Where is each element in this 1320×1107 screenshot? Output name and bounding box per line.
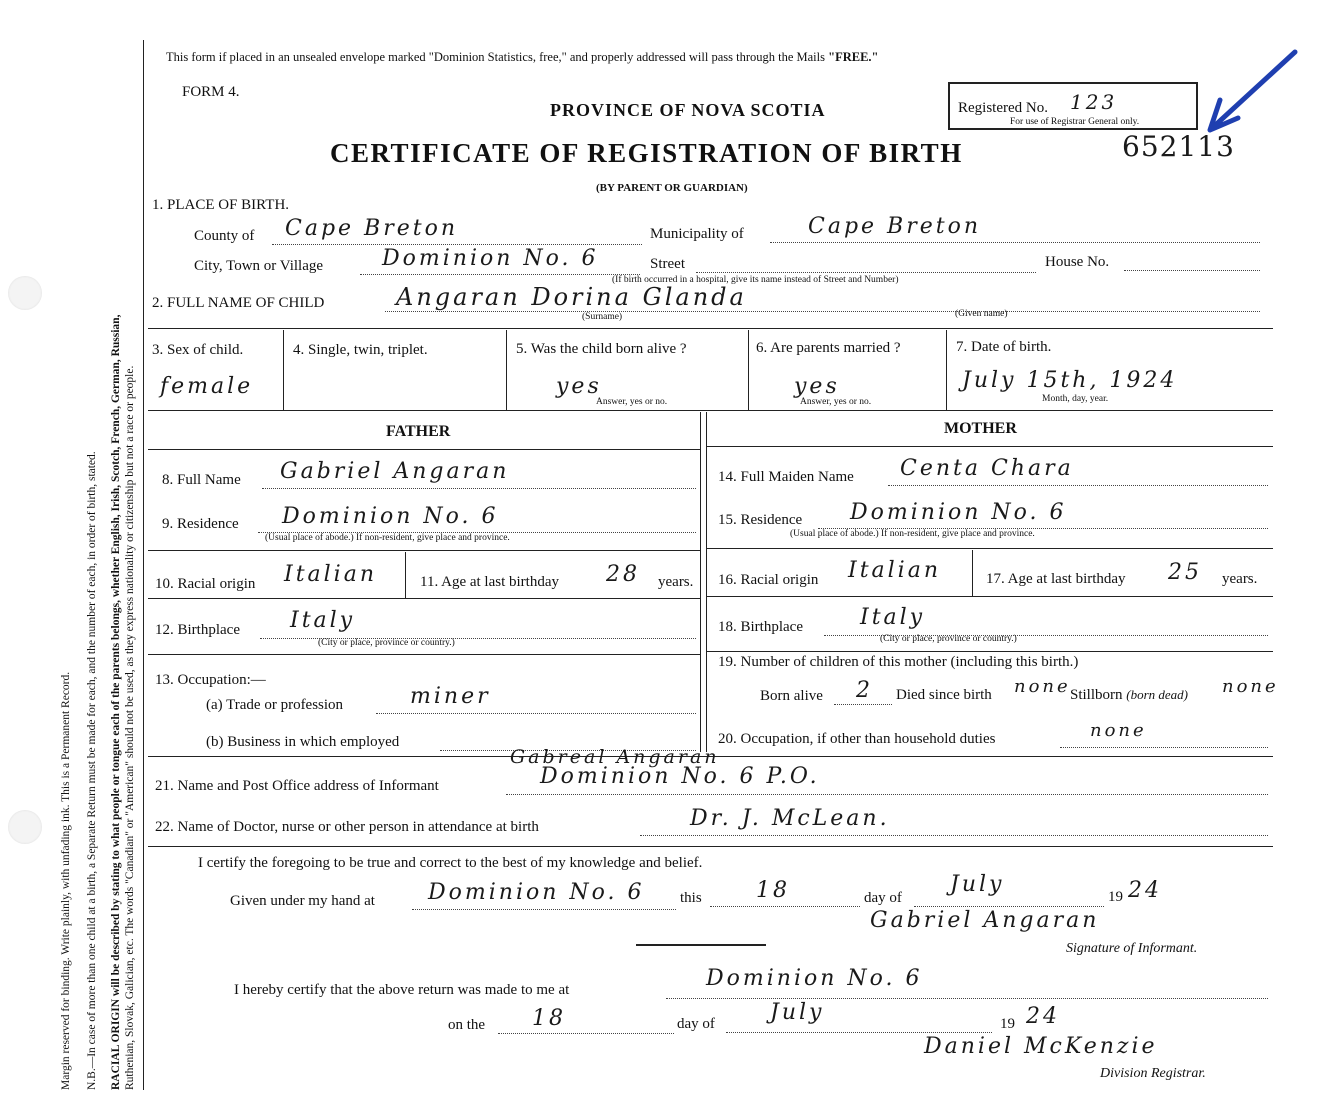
stamp-number: 652113 [1122,130,1235,163]
mother-birthplace-label: 18. Birthplace [718,619,803,635]
sex-value: female [160,374,254,399]
answer-note: Answer, yes or no. [800,397,872,407]
county-label: County of [194,228,255,244]
margin-note-multiple-births: N.B.—In case of more than one child at a birth, a Separate Return must be made for each, and the number of each, in order of birth, stated. [86,451,98,1090]
mother-name-value: Centa Chara [900,456,1074,481]
mother-age-label: 17. Age at last birthday [986,571,1126,587]
mother-residence-label: 15. Residence [718,512,803,528]
margin-note-racial-origin-2: Ruthenian, Slovak, Galician, etc. The words "Canadian" or "American" should not be used, as they express nationality or citizenship but not a race or people. [124,365,136,1090]
page-title: CERTIFICATE OF REGISTRATION OF BIRTH [330,138,963,168]
province-heading: PROVINCE OF NOVA SCOTIA [550,100,826,120]
father-name-value: Gabriel Angaran [280,459,510,484]
municipality-value: Cape Breton [808,214,982,239]
city-label: City, Town or Village [194,258,324,274]
date-of-birth-value: July 15th, 1924 [962,368,1178,393]
birthplace-note: (City or place, province or country.) [880,634,1017,644]
child-name-label: 2. FULL NAME OF CHILD [152,295,325,311]
born-alive-value: yes [556,374,602,399]
parents-married-label: 6. Are parents married ? [756,340,901,356]
answer-note: Answer, yes or no. [596,397,668,407]
children-count-label: 19. Number of children of this mother (including this birth.) [718,654,1079,670]
father-birthplace-label: 12. Birthplace [155,622,240,638]
trade-value: miner [410,684,491,709]
margin-note-racial-origin: RACIAL ORIGIN will be described by stating to what people or tongue each of the parents belongs, whether English, Irish, Scotch, French, German, Russian, [110,314,122,1090]
year-prefix: 19 [1000,1016,1015,1032]
father-occupation-label: 13. Occupation:— [155,672,266,688]
county-value: Cape Breton [285,216,459,241]
mother-birthplace-value: Italy [860,605,926,630]
street-label: Street [650,256,685,272]
father-residence-label: 9. Residence [162,516,239,532]
died-since-birth-label: Died since birth [896,687,992,703]
punch-hole [8,810,42,844]
father-racial-label: 10. Racial origin [155,576,256,592]
years-label: years. [1222,571,1258,587]
year-prefix: 19 [1108,889,1123,905]
registered-value: 123 [1070,90,1118,114]
informant-signature: Gabriel Angaran [870,908,1100,933]
residence-note: (Usual place of abode.) If non-resident, give place and province. [790,529,1035,539]
born-alive-count-label: Born alive [760,688,823,704]
registrar-year-value: 24 [1026,1004,1060,1029]
given-under-hand-label: Given under my hand at [230,893,375,909]
certification-statement: I certify the foregoing to be true and correct to the best of my knowledge and belief. [198,855,703,871]
on-the-label: on the [448,1017,486,1033]
informant-label: 21. Name and Post Office address of Informant [155,778,439,794]
mother-age-value: 25 [1168,560,1202,585]
mother-occupation-label: 20. Occupation, if other than household duties [718,731,996,747]
this-label: this [680,890,702,906]
father-age-value: 28 [606,562,640,587]
page-subtitle: (BY PARENT OR GUARDIAN) [596,182,748,194]
died-since-birth-value: none [1014,676,1071,697]
mother-racial-label: 16. Racial origin [718,572,819,588]
given-day-value: 18 [756,878,790,903]
father-age-label: 11. Age at last birthday [420,574,559,590]
registrar-only-note: For use of Registrar General only. [1010,117,1140,127]
registrar-place-value: Dominion No. 6 [706,966,923,991]
punch-hole [8,276,42,310]
mother-name-label: 14. Full Maiden Name [718,469,854,485]
informant-signature-label: Signature of Informant. [1066,941,1198,956]
sex-label: 3. Sex of child. [152,342,244,358]
mother-heading: MOTHER [944,420,1017,437]
registrar-signature-label: Division Registrar. [1100,1066,1206,1081]
margin-note-binding: Margin reserved for binding. Write plainly, with unfading ink. This is a Permanent Record. [60,671,72,1090]
given-month-value: July [950,872,1005,897]
place-of-birth-label: 1. PLACE OF BIRTH. [152,197,290,213]
house-number-label: House No. [1045,254,1110,270]
registered-label: Registered No. [958,100,1048,116]
business-label: (b) Business in which employed [206,734,400,750]
doctor-label: 22. Name of Doctor, nurse or other person in attendance at birth [155,819,539,835]
residence-note: (Usual place of abode.) If non-resident, give place and province. [265,533,510,543]
day-of-label: day of [677,1016,715,1032]
father-residence-value: Dominion No. 6 [282,504,499,529]
given-year-value: 24 [1128,878,1162,903]
check-arrow-icon [1200,40,1310,140]
registered-box [948,82,1198,130]
born-alive-count-value: 2 [856,678,873,703]
binding-margin-rule [143,40,144,1090]
registrar-day-value: 18 [532,1006,566,1031]
years-label: years. [658,574,694,590]
informant-name-value: Gabreal Angaran [510,746,720,768]
given-place-value: Dominion No. 6 [428,880,645,905]
mother-racial-value: Italian [848,558,942,583]
father-name-label: 8. Full Name [162,472,241,488]
registrar-signature: Daniel McKenzie [924,1034,1158,1059]
stillborn-label: Stillborn (born dead) [1070,687,1189,703]
father-heading: FATHER [386,423,451,440]
doctor-value: Dr. J. McLean. [690,806,890,831]
date-of-birth-label: 7. Date of birth. [956,339,1052,355]
registrar-month-value: July [770,1000,825,1025]
born-alive-label: 5. Was the child born alive ? [516,341,687,357]
informant-address-value: Dominion No. 6 P.O. [540,764,820,789]
plurality-label: 4. Single, twin, triplet. [293,342,428,358]
mail-note: This form if placed in an unsealed envelope marked "Dominion Statistics, free," and properly addressed will pass through the Mails "FREE." [166,50,879,64]
father-birthplace-value: Italy [290,608,356,633]
city-value: Dominion No. 6 [382,246,599,271]
surname-note: (Surname) [582,312,623,322]
registrar-statement: I hereby certify that the above return was made to me at [234,982,570,998]
hospital-note: (If birth occurred in a hospital, give its name instead of Street and Number) [612,275,899,285]
mother-occupation-value: none [1090,720,1147,741]
child-name-value: Angaran Dorina Glanda [396,283,747,311]
date-note: Month, day, year. [1042,394,1109,404]
trade-label: (a) Trade or profession [206,697,344,713]
municipality-label: Municipality of [650,226,744,242]
form-number: FORM 4. [182,84,240,100]
day-of-label: day of [864,890,902,906]
stillborn-value: none [1222,676,1279,697]
parents-married-value: yes [794,374,840,399]
birthplace-note: (City or place, province or country.) [318,638,455,648]
given-name-note: (Given name) [955,309,1008,319]
mother-residence-value: Dominion No. 6 [850,500,1067,525]
father-racial-value: Italian [284,562,378,587]
